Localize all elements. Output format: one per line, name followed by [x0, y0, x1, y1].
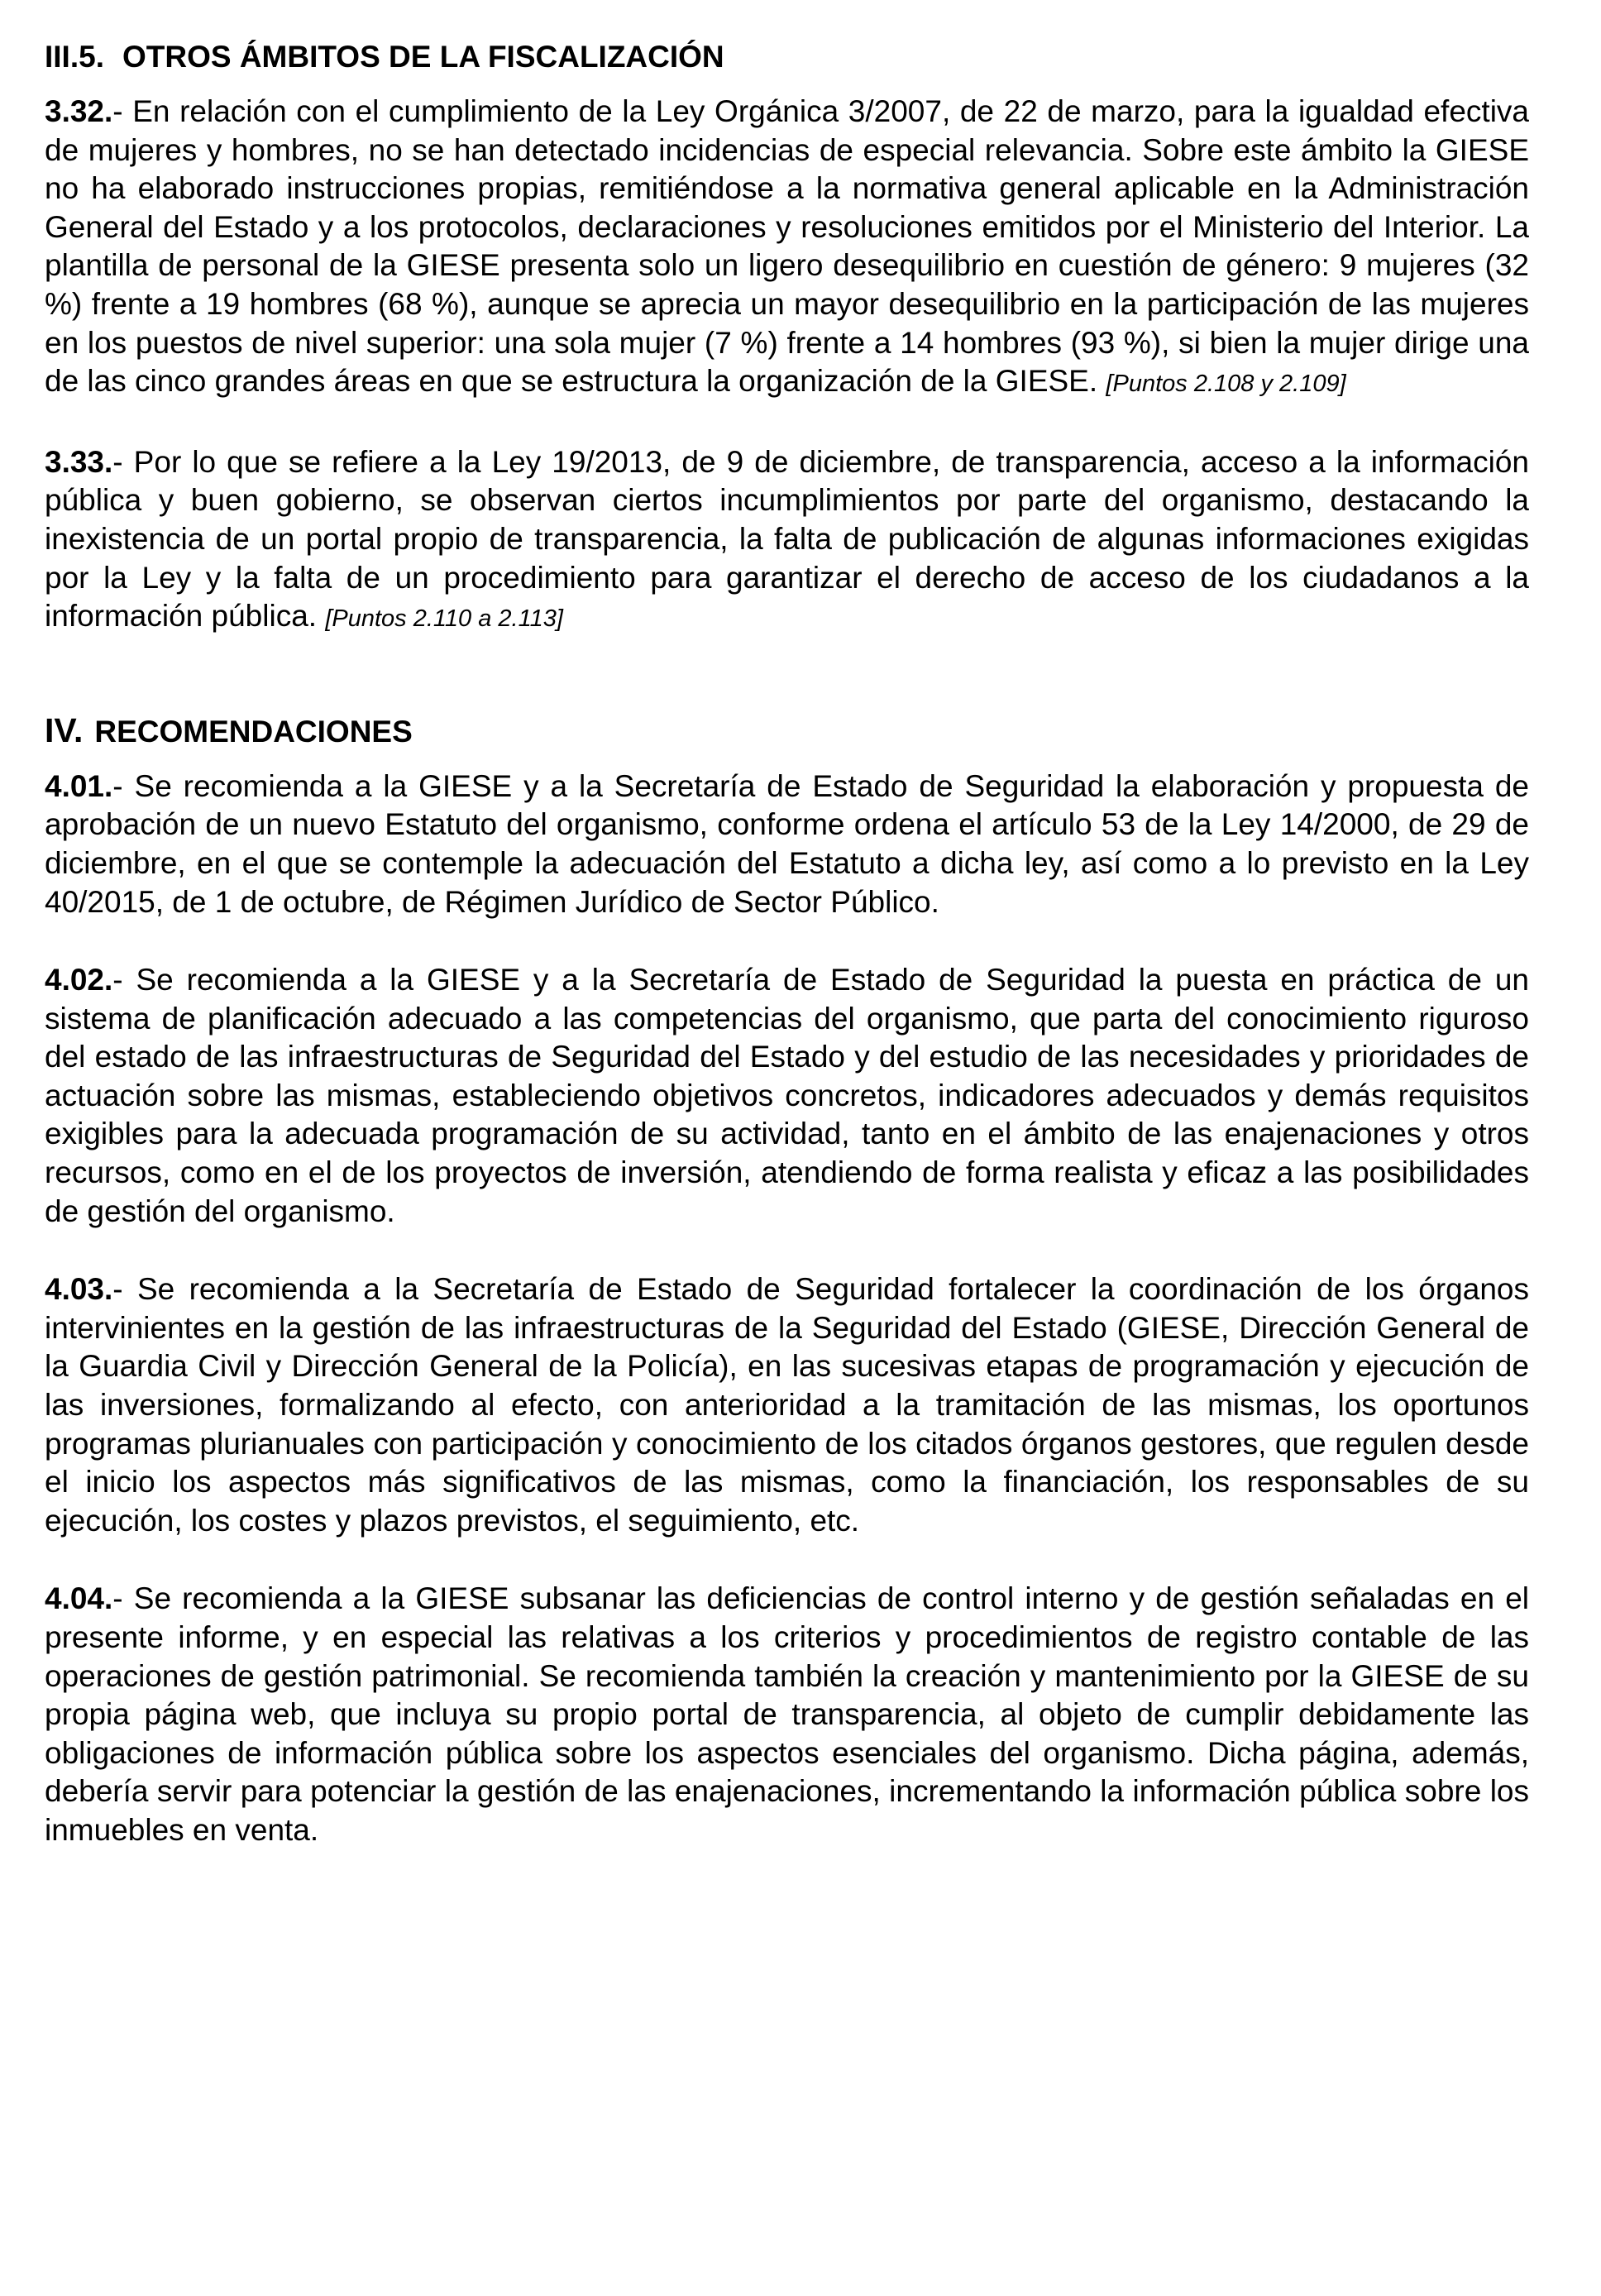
section-heading-iii5: [45, 31, 1529, 83]
recommendation-4-04: [45, 1580, 1529, 1849]
paragraph-3-33: [45, 443, 1529, 639]
paragraph-number: 3.32.: [45, 94, 113, 128]
recommendation-4-03: [45, 1270, 1529, 1540]
cross-reference: [Puntos 2.108 y 2.109]: [1106, 371, 1346, 398]
section-title: OTROS ÁMBITOS DE LA FISCALIZACIÓN: [122, 40, 724, 74]
recommendation-4-02: [45, 961, 1529, 1231]
paragraph-number: 4.04.: [45, 1581, 113, 1616]
section-title: RECOMENDACIONES: [94, 714, 413, 749]
paragraph-text: - En relación con el cumplimiento de la Ley Orgánica 3/2007, de 22 de marzo, para la igualdad efectiva de mujeres y hombres, no se han detectado incidencias de especial relevancia. Sobre este ámbito la GIESE no ha elaborado instrucciones propias, remitiéndose a la normativa general aplicable en la Administración General del Estado y a los protocolos, declaraciones y resoluciones emitidos por el Ministerio del Interior. La plantilla de personal de la GIESE presenta solo un ligero desequilibrio en cuestión de género: 9 mujeres (32 %) frente a 19 hombres (68 %), aunque se aprecia un mayor desequilibrio en la participación de las mujeres en los puestos de nivel superior: una sola mujer (7 %) frente a 14 hombres (93 %), si bien la mujer dirige una de las cinco grandes áreas en que se estructura la organización de la GIESE.: [45, 94, 1529, 399]
paragraph-number: 4.02.: [45, 963, 113, 997]
paragraph-text: - Por lo que se refiere a la Ley 19/2013, de 9 de diciembre, de transparencia, acceso a la información pública y buen gobierno, se observan ciertos incumplimientos por parte del organismo, destacando la inexistencia de un portal propio de transparencia, la falta de publicación de algunas informaciones exigidas por la Ley y la falta de un procedimiento para garantizar el derecho de acceso de los ciudadanos a la información pública.: [45, 444, 1529, 634]
paragraph-text: - Se recomienda a la Secretaría de Estado de Seguridad fortalecer la coordinación de los órganos intervinientes en la gestión de las infraestructuras de la Seguridad del Estado (GIESE, Dirección General de la Guardia Civil y Dirección General de la Policía), en las sucesivas etapas de programación y ejecución de las inversiones, formalizando al efecto, con anterioridad a la tramitación de las mismas, los oportunos programas plurianuales con participación y conocimiento de los citados órganos gestores, que regulen desde el inicio los aspectos más significativos de las mismas, como la financiación, los responsables de su ejecución, los costes y plazos previstos, el seguimiento, etc.: [45, 1272, 1529, 1538]
paragraph-text: - Se recomienda a la GIESE y a la Secretaría de Estado de Seguridad la puesta en práctica de un sistema de planificación adecuado a las competencias del organismo, que parta del conocimiento riguroso del estado de las infraestructuras de Seguridad del Estado y del estudio de las necesidades y prioridades de actuación sobre las mismas, estableciendo objetivos concretos, indicadores adecuados y demás requisitos exigibles para la adecuada programación de su actividad, tanto en el ámbito de las enajenaciones y otros recursos, como en el de los proyectos de inversión, atendiendo de forma realista y eficaz a las posibilidades de gestión del organismo.: [45, 963, 1529, 1228]
paragraph-text: - Se recomienda a la GIESE y a la Secretaría de Estado de Seguridad la elaboración y propuesta de aprobación de un nuevo Estatuto del organismo, conforme ordena el artículo 53 de la Ley 14/2000, de 29 de diciembre, en el que se contemple la adecuación del Estatuto a dicha ley, así como a lo previsto en la Ley 40/2015, de 1 de octubre, de Régimen Jurídico de Sector Público.: [45, 768, 1529, 919]
paragraph-text: - Se recomienda a la GIESE subsanar las deficiencias de control interno y de gestión señaladas en el presente informe, y en especial las relativas a los criterios y procedimientos de registro contable de las operaciones de gestión patrimonial. Se recomienda también la creación y mantenimiento por la GIESE de su propia página web, que incluya su propio portal de transparencia, al objeto de cumplir debidamente las obligaciones de información pública sobre los aspectos esenciales del organismo. Dicha página, además, debería servir para potenciar la gestión de las enajenaciones, incrementando la información pública sobre los inmuebles en venta.: [45, 1581, 1529, 1847]
section-heading-iv: [45, 705, 1529, 758]
paragraph-number: 3.33.: [45, 444, 113, 479]
document-page: [45, 31, 1529, 1850]
paragraph-number: 4.03.: [45, 1272, 113, 1307]
cross-reference: [Puntos 2.110 a 2.113]: [325, 605, 563, 633]
recommendation-4-01: [45, 768, 1529, 921]
section-number: III.5.: [45, 40, 104, 74]
paragraph-number: 4.01.: [45, 768, 113, 803]
section-number: IV.: [45, 710, 84, 749]
paragraph-3-32: [45, 93, 1529, 404]
